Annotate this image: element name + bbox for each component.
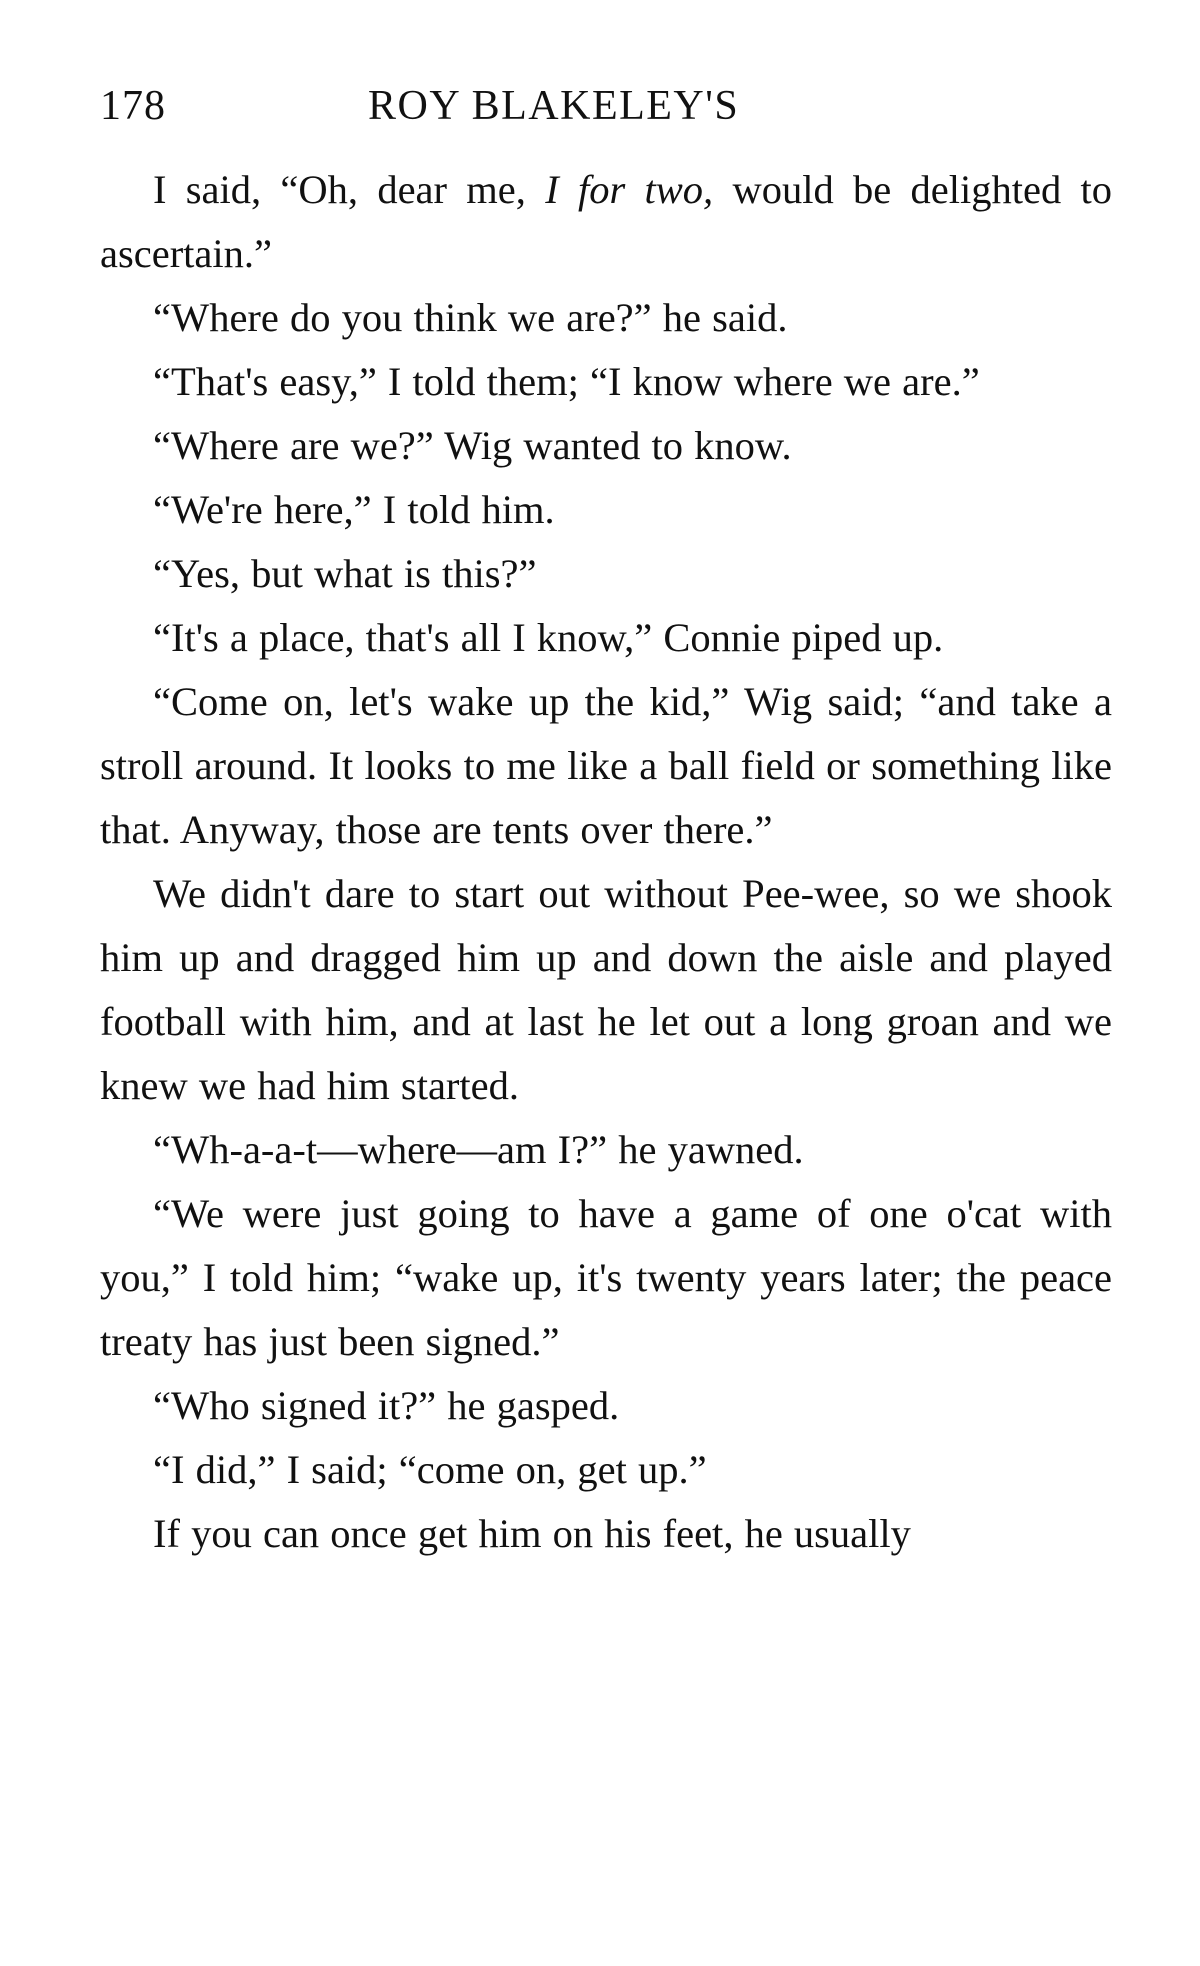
paragraph: “Wh-a-a-t—where—am I?” he yawned. — [153, 1127, 804, 1172]
page-number: 178 — [100, 83, 166, 129]
paragraph: If you can once get him on his feet, he usually — [153, 1511, 911, 1556]
body-text — [100, 158, 1112, 1566]
paragraph-text: would be delighted to ascertain.” — [100, 167, 1112, 276]
paragraph: “It's a place, that's all I know,” Connie piped up. — [153, 615, 944, 660]
paragraph — [100, 158, 1112, 286]
paragraph: “That's easy,” I told them; “I know where we are.” — [153, 359, 980, 404]
paragraph: “Yes, but what is this?” — [153, 551, 537, 596]
paragraph: “Come on, let's wake up the kid,” Wig said; “and take a stroll around. It looks to me like a ball field or something like that. Anyway, those are tents over there.” — [100, 679, 1112, 852]
running-head — [100, 82, 1120, 142]
paragraph: “Where are we?” Wig wanted to know. — [153, 423, 792, 468]
paragraph-text: I said, “Oh, dear me, — [153, 167, 546, 212]
paragraph: “I did,” I said; “come on, get up.” — [153, 1447, 707, 1492]
running-title: ROY BLAKELEY'S — [368, 83, 740, 129]
paragraph: We didn't dare to start out without Pee-wee, so we shook him up and dragged him up and down the aisle and played football with him, and at last he let out a long groan and we knew we had him started. — [100, 871, 1112, 1108]
paragraph: “We're here,” I told him. — [153, 487, 555, 532]
paragraph: “Where do you think we are?” he said. — [153, 295, 788, 340]
paragraph: “Who signed it?” he gasped. — [153, 1383, 620, 1428]
italic-phrase: I for two, — [545, 167, 714, 212]
paragraph: “We were just going to have a game of one o'cat with you,” I told him; “wake up, it's twenty years later; the peace treaty has just been signed.” — [100, 1191, 1112, 1364]
